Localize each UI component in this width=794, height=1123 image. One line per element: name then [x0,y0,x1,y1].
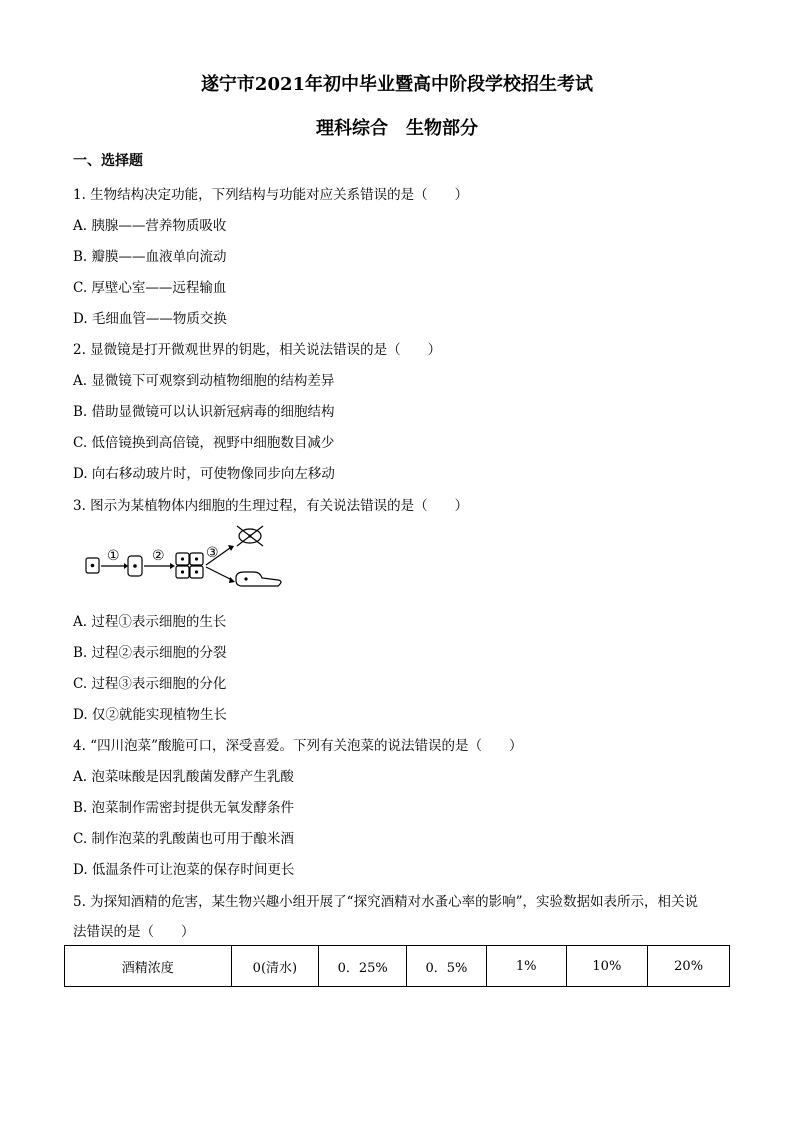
question-3-option-a: A. 过程①表示细胞的生长 [73,614,227,630]
question-4-option-a: A. 泡菜味酸是因乳酸菌发酵产生乳酸 [73,769,294,785]
question-1-option-c: C. 厚壁心室——远程输血 [73,280,227,296]
step-1-label: ① [107,548,120,564]
question-1-option-d: D. 毛细血管——物质交换 [73,311,227,327]
table-header-cell: 10% [566,946,648,987]
step-2-label: ② [152,548,165,564]
question-2-option-a: A. 显微镜下可观察到动植物细胞的结构差异 [73,373,335,389]
question-1-option-a: A. 胰腺——营养物质吸收 [73,218,227,234]
table-header-cell: 20% [648,946,730,987]
table-row [65,946,730,987]
question-2-option-b: B. 借助显微镜可以认识新冠病毒的细胞结构 [73,404,335,420]
question-5-stem-line-2: 法错误的是（ ） [73,924,195,940]
table-header-cell: 0(清水) [231,946,319,987]
table-header-cell: 1% [486,946,566,987]
section-heading: 一、选择题 [73,153,143,169]
alcohol-concentration-table [64,945,730,987]
question-3-option-b: B. 过程②表示细胞的分裂 [73,645,227,661]
cell-process-diagram [82,520,292,592]
exam-subtitle: 理科综合 生物部分 [316,118,478,139]
table-header-cell: 0．25% [319,946,407,987]
question-2-option-c: C. 低倍镜换到高倍镜，视野中细胞数目减少 [73,435,335,451]
step-3-label: ③ [206,545,219,561]
question-3-option-c: C. 过程③表示细胞的分化 [73,676,227,692]
question-5-stem-line-1: 5. 为探知酒精的危害，某生物兴趣小组开展了“探究酒精对水蚤心率的影响”，实验数据如表所示，相关说 [73,894,698,910]
question-1-option-b: B. 瓣膜——血液单向流动 [73,249,227,265]
question-4-option-b: B. 泡菜制作需密封提供无氧发酵条件 [73,800,295,816]
exam-title: 遂宁市2021年初中毕业暨高中阶段学校招生考试 [200,74,594,95]
question-2-stem: 2. 显微镜是打开微观世界的钥匙，相关说法错误的是（ ） [73,342,442,358]
question-4-stem: 4. “四川泡菜”酸脆可口，深受喜爱。下列有关泡菜的说法错误的是（ ） [73,738,523,754]
table-header-cell: 0．5% [407,946,487,987]
question-3-stem: 3. 图示为某植物体内细胞的生理过程，有关说法错误的是（ ） [73,498,469,514]
question-1-stem: 1. 生物结构决定功能，下列结构与功能对应关系错误的是（ ） [73,187,469,203]
question-4-option-c: C. 制作泡菜的乳酸菌也可用于酿米酒 [73,831,294,847]
question-2-option-d: D. 向右移动玻片时，可使物像同步向左移动 [73,466,335,482]
table-header-cell: 酒精浓度 [65,946,232,987]
question-3-option-d: D. 仅②就能实现植物生长 [73,707,227,723]
differentiated-cell-lower [236,572,281,586]
question-4-option-d: D. 低温条件可让泡菜的保存时间更长 [73,862,295,878]
